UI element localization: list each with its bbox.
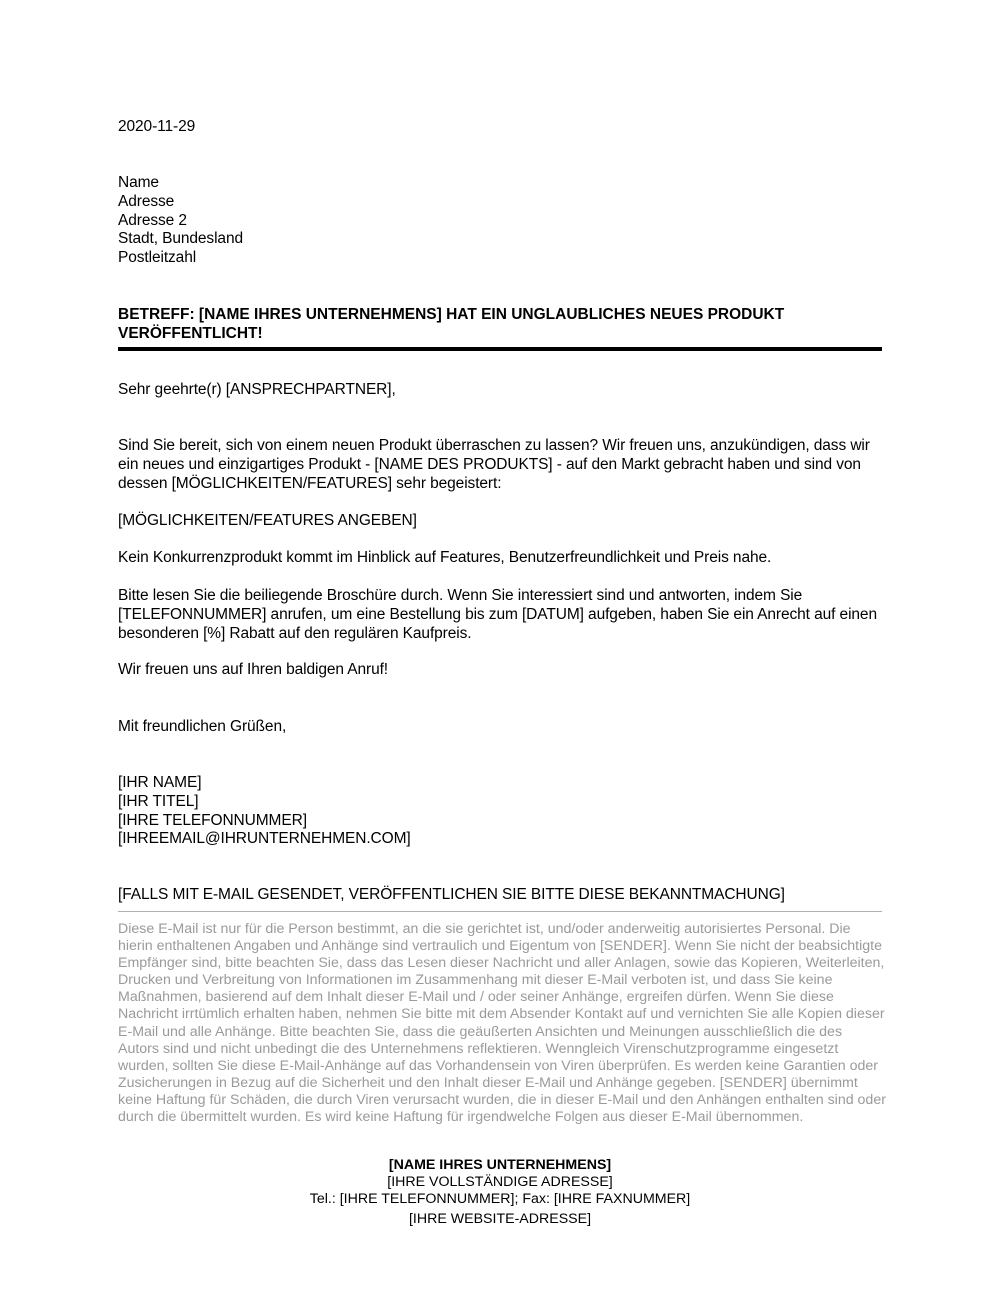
company-footer bbox=[118, 1157, 882, 1228]
signature-phone: [IHRE TELEFONNUMMER] bbox=[118, 811, 307, 829]
signature-title: [IHR TITEL] bbox=[118, 792, 199, 810]
recipient-address bbox=[118, 174, 243, 268]
subject-line: BETREFF: [NAME IHRES UNTERNEHMENS] HAT EIN UNGLAUBLICHES NEUES PRODUKT VERÖFFENTLICHT! bbox=[118, 306, 785, 342]
address-line-city-state: Stadt, Bundesland bbox=[118, 230, 243, 248]
footer-contact: Tel.: [IHRE TELEFONNUMMER]; Fax: [IHRE FAXNUMMER] bbox=[309, 1191, 691, 1208]
body-paragraph-call-to-action: Wir freuen uns auf Ihren baldigen Anruf! bbox=[118, 661, 388, 678]
subject-divider bbox=[118, 347, 882, 351]
letter-date: 2020-11-29 bbox=[118, 118, 196, 135]
signature-name: [IHR NAME] bbox=[118, 774, 202, 791]
signature-block bbox=[118, 774, 411, 849]
salutation: Sehr geehrte(r) [ANSPRECHPARTNER], bbox=[118, 381, 396, 398]
address-line-name: Name bbox=[118, 174, 159, 191]
address-line-2: Adresse 2 bbox=[118, 211, 187, 229]
footer-website: [IHRE WEBSITE-ADRESSE] bbox=[408, 1211, 592, 1228]
body-paragraph-intro: Sind Sie bereit, sich von einem neuen Produkt überraschen zu lassen? Wir freuen uns, anzukündigen, dass wir ein neues und einzigartiges Produkt - [NAME DES PRODUKTS] - auf den Markt gebracht haben und sind von dessen [MÖGLICHKEITEN/FEATURES] sehr begeistert: bbox=[118, 437, 870, 492]
body-paragraph-offer: Bitte lesen Sie die beiliegende Broschüre durch. Wenn Sie interessiert sind und antworten, indem Sie [TELEFONNUMMER] anrufen, um eine Bestellung bis zum [DATUM] aufgeben, haben Sie ein Anrecht auf einen besonderen [%] Rabatt auf den regulären Kaufpreis. bbox=[118, 587, 877, 642]
closing: Mit freundlichen Grüßen, bbox=[118, 718, 287, 735]
signature-email: [IHREEMAIL@IHRUNTERNEHMEN.COM] bbox=[118, 830, 411, 848]
notice-divider bbox=[118, 911, 882, 912]
body-paragraph-competition: Kein Konkurrenzprodukt kommt im Hinblick auf Features, Benutzerfreundlichkeit und Preis nahe. bbox=[118, 549, 772, 566]
footer-company-name: [NAME IHRES UNTERNEHMENS] bbox=[388, 1157, 612, 1173]
email-notice-heading: [FALLS MIT E-MAIL GESENDET, VERÖFFENTLICHEN SIE BITTE DIESE BEKANNTMACHUNG] bbox=[118, 886, 785, 903]
address-line-postal-code: Postleitzahl bbox=[118, 249, 197, 267]
address-line-1: Adresse bbox=[118, 192, 175, 210]
body-paragraph-features: [MÖGLICHKEITEN/FEATURES ANGEBEN] bbox=[118, 512, 417, 529]
footer-address: [IHRE VOLLSTÄNDIGE ADRESSE] bbox=[387, 1174, 613, 1191]
email-disclaimer: Diese E-Mail ist nur für die Person bestimmt, an die sie gerichtet ist, und/oder anderweitig autorisiertes Personal. Die hierin enthaltenen Angaben und Anhänge sind vertraulich und Eigentum von [SENDER]. Wenn Sie nicht der beabsichtigte Empfänger sind, bitte beachten Sie, dass das Lesen dieser Nachricht und aller Anlagen, sowie das Kopieren, Weiterleiten, Drucken und Verbreitung von Informationen im Zusammenhang mit dieser E-Mail verboten ist, und dass Sie keine Maßnahmen, basierend auf dem Inhalt dieser E-Mail und / oder seiner Anhänge, ergreifen dürfen. Wenn Sie diese Nachricht irrtümlich erhalten haben, nehmen Sie bitte mit dem Absender Kontakt auf und vernichten Sie alle Kopien dieser E-Mail und alle Anhänge. Bitte beachten Sie, dass die geäußerten Ansichten und Meinungen ausschließlich die des Autors sind und nicht unbedingt die des Unternehmens reflektieren. Wenngleich Virenschutzprogramme eingesetzt wurden, sollten Sie diese E-Mail-Anhänge auf das Vorhandensein von Viren überprüfen. Es werden keine Garantien oder Zusicherungen in Bezug auf die Sicherheit und den Inhalt dieser E-Mail und Anhänge gegeben. [SENDER] übernimmt keine Haftung für Schäden, die durch Viren verursacht wurden, die in dieser E-Mail und den Anhängen enthalten sind oder durch die übermittelt wurden. Es wird keine Haftung für irgendwelche Folgen aus dieser E-Mail übernommen. bbox=[118, 921, 886, 1126]
